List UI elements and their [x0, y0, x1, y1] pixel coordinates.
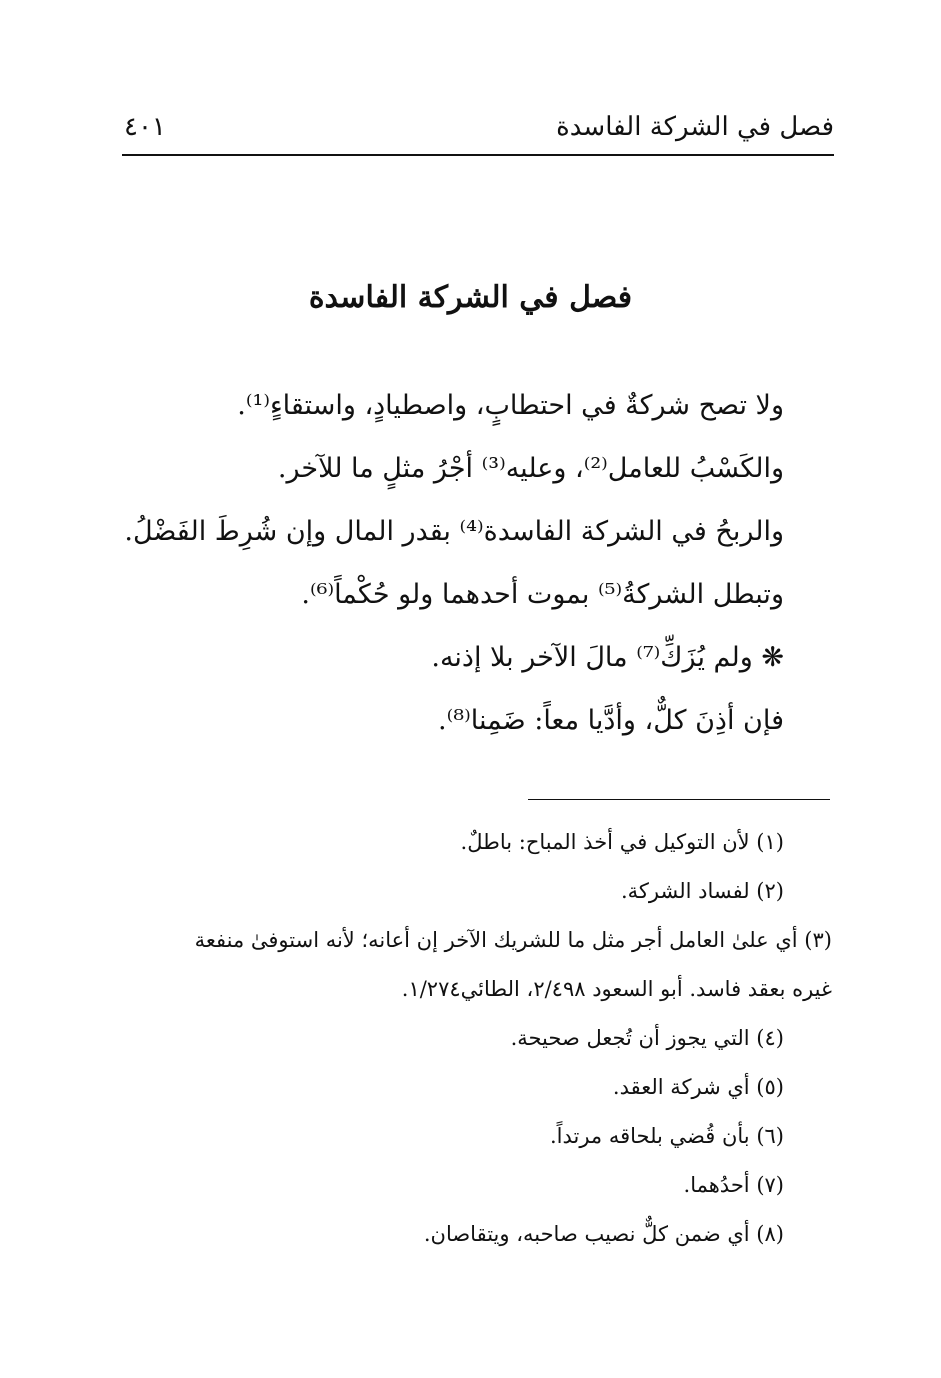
main-text-line: والكَسْبُ للعامل⁽²⁾، وعليه⁽³⁾ أجْرُ مثلٍ ما للآخر.	[277, 453, 784, 484]
main-text-line: ولا تصح شركةٌ في احتطابٍ، واصطيادٍ، واستقاءٍ⁽¹⁾.	[237, 390, 784, 421]
main-text-line: ❋ ولم يُزَكِّ⁽⁷⁾ مالَ الآخر بلا إذنه.	[431, 642, 784, 673]
main-text-line: فإن أذِنَ كلٌّ، وأدَّيا معاً: ضَمِنا⁽⁸⁾.	[438, 705, 784, 736]
running-header	[122, 108, 834, 156]
page-number: ٤٠١	[124, 112, 166, 142]
footnote-4: (٤) التي يجوز أن تُجعل صحيحة.	[510, 1026, 784, 1050]
footnote-1: (١) لأن التوكيل في أخذ المباح: باطلٌ.	[460, 830, 784, 854]
footnote-5: (٥) أي شركة العقد.	[612, 1075, 784, 1099]
footnote-7: (٧) أحدُهما.	[683, 1173, 784, 1197]
footnote-separator	[528, 799, 830, 800]
footnote-8: (٨) أي ضمن كلٌّ نصيب صاحبه، ويتقاصان.	[423, 1222, 784, 1246]
chapter-title: فصل في الشركة الفاسدة	[308, 280, 633, 315]
main-text-line: والربحُ في الشركة الفاسدة⁽⁴⁾ بقدر المال وإن شُرِطَ الفَضْلُ.	[124, 516, 784, 547]
main-text-line: وتبطل الشركةُ⁽⁵⁾ بموت أحدهما ولو حُكْماً⁽⁶⁾.	[301, 579, 784, 610]
footnote-2: (٢) لفساد الشركة.	[620, 879, 784, 903]
main-text	[124, 374, 784, 752]
footnote-3: (٣) أي علىٰ العامل أجر مثل ما للشريك الآخر إن أعانه؛ لأنه استوفىٰ منفعة	[194, 928, 832, 952]
footnotes	[79, 818, 832, 1259]
footnote-6: (٦) بأن قُضي بلحاقه مرتداً.	[549, 1124, 784, 1148]
footnote-3-continuation: غيره بعقد فاسد. أبو السعود ٢/٤٩٨، الطائي١/٢٧٤.	[401, 977, 832, 1001]
header-title: فصل في الشركة الفاسدة	[556, 112, 834, 142]
